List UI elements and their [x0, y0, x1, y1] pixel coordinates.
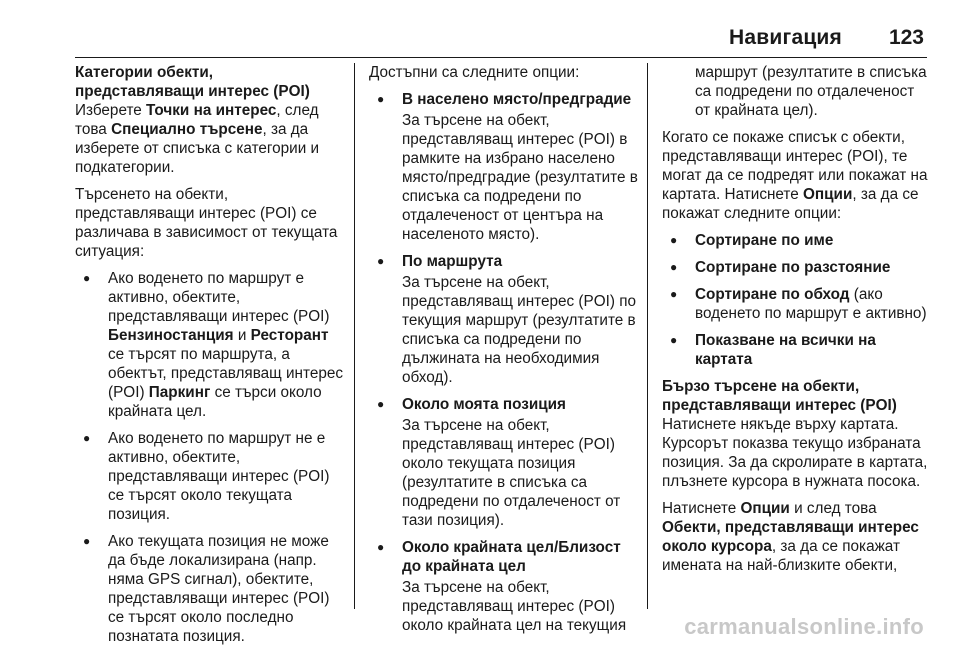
list-item [369, 395, 639, 530]
search-situation-paragraph: Търсенето на обекти, представляващи интерес (POI) се различава в зависимост от текущата ситуация: [75, 186, 338, 260]
quick-search-heading: Бързо търсене на обекти, представляващи интерес (POI) [662, 378, 897, 414]
page-header [0, 0, 960, 56]
poi-categories-heading: Категории обекти, представляващи интерес (POI) [75, 64, 310, 100]
option-description: За търсене на обект, представляващ интерес (POI) в рамките на избрано населено място/предградие (резултатите в списъка са подредени по отдалеченост от центъра на населеното място). [402, 112, 638, 243]
option-description-continued: маршрут (резултатите в списъка са подредени по отдалеченост от крайната цел). [695, 64, 927, 119]
option-title: ● Около крайната цел/Близост до крайната цел [402, 539, 621, 575]
list-item [369, 538, 639, 635]
option-description: За търсене на обект, представляващ интерес (POI) около текущата позиция (резултатите в списъка са подредени по отдалеченост от тази позиция). [402, 417, 621, 529]
list-item: ● Ако воденето по маршрут не е активно, обектите, представляващи интерес (POI) се търсят около текущата позиция. [75, 429, 345, 524]
section-title: Навигация [729, 26, 842, 49]
option-description: За търсене на обект, представляващ интерес (POI) около крайната цел на текущия [402, 579, 627, 634]
option-title: ● По маршрута [402, 253, 503, 270]
option-description: За търсене на обект, представляващ интерес (POI) по текущия маршрут (резултатите в списъка са подредени по дължината на необходимия обход). [402, 274, 636, 386]
quick-search-paragraph: Натиснете някъде върху картата. Курсорът показва текущо избраната позиция. За да скролирате в картата, плъзнете курсора в нужната посока. [662, 416, 928, 490]
menu-term: Опции [803, 186, 853, 203]
menu-term: Специално търсене [111, 121, 263, 138]
menu-term: Обекти, представляващи интерес около курсора [662, 519, 919, 555]
menu-term: Бензиностанция [108, 327, 234, 344]
menu-term: Точки на интерес [146, 102, 277, 119]
situation-list [75, 269, 345, 646]
list-item: ● Сортиране по разстояние [662, 258, 932, 277]
list-item: ● Сортиране по обход (ако воденето по маршрут е активно) [662, 285, 932, 323]
poi-list-paragraph: Когато се покаже списък с обекти, представляващи интерес (POI), те могат да се подредят или покажат на картата. Натиснете Опции, за да се покажат следните опции: [662, 129, 928, 222]
list-item: ● Показване на всички на картата [662, 331, 932, 369]
poi-categories-paragraph: Изберете Точки на интерес, след това Специално търсене, за да изберете от списъка с категории и подкатегории. [75, 102, 320, 176]
column-2 [369, 63, 639, 643]
column-1 [75, 63, 345, 654]
list-item: ● Ако воденето по маршрут е активно, обектите, представляващи интерес (POI) Бензиностанция и Ресторант се търсят по маршрута, а обектът, представляващ интерес (POI) Паркинг се търси около крайната цел. [75, 269, 345, 421]
page-number: 123 [888, 26, 924, 49]
option-title: ● В населено място/предградие [402, 91, 632, 108]
header-rule [75, 57, 927, 58]
column-3 [662, 63, 932, 583]
list-item: ● Сортиране по име [662, 231, 932, 250]
menu-term: Ресторант [250, 327, 329, 344]
search-options-list [369, 90, 639, 635]
menu-term: Паркинг [148, 384, 211, 401]
options-intro: Достъпни са следните опции: [369, 64, 580, 81]
column-divider-2 [647, 63, 648, 609]
menu-term: Опции [740, 500, 790, 517]
list-item [369, 252, 639, 387]
list-item [369, 90, 639, 244]
column-divider-1 [354, 63, 355, 609]
option-title: ● Около моята позиция [402, 396, 566, 413]
list-item: ● Ако текущата позиция не може да бъде локализирана (напр. няма GPS сигнал), обектите, представляващи интерес (POI) се търсят около последно познатата позиция. [75, 532, 345, 646]
quick-search-options-paragraph: Натиснете Опции и след това Обекти, представляващи интерес около курсора, за да се покажат имената на най-близките обекти, [662, 500, 919, 574]
watermark: carmanualsonline.info [684, 614, 924, 639]
sort-options-list [662, 231, 932, 369]
